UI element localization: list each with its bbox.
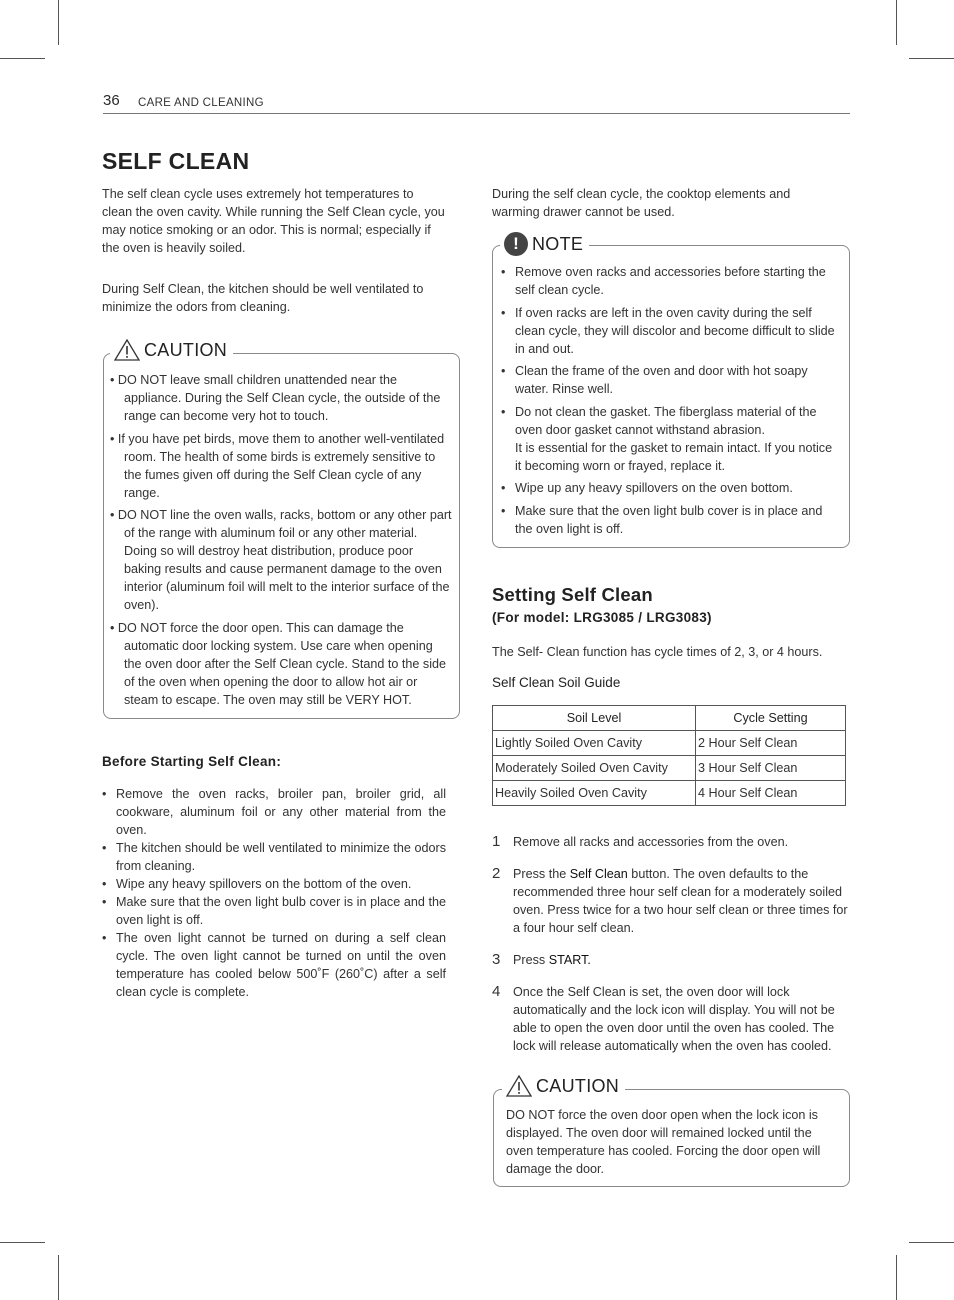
crop-mark <box>58 0 59 45</box>
table-cell: 4 Hour Self Clean <box>696 781 846 806</box>
list-item <box>501 403 838 475</box>
steps-list <box>492 833 852 1069</box>
table-row <box>493 781 846 806</box>
intro-paragraph-1: The self clean cycle uses extremely hot temperatures to clean the oven cavity. While running the Self Clean cycle, you may notice smoking or an odor. This is normal; especially if the oven is heavily soiled. <box>102 187 445 255</box>
list-item: • The oven light cannot be turned on during a self clean cycle. The oven light cannot be turned on until the oven temperature has cooled below 500˚F (260˚C) after a self clean cycle is complete. <box>102 929 446 1001</box>
list-item: • Clean the frame of the oven and door with hot soapy water. Rinse well. <box>501 362 838 398</box>
note-gasket-text: Do not clean the gasket. The fiberglass material of the oven door gasket cannot withstand abrasion. <box>515 404 817 437</box>
note-label <box>500 232 589 256</box>
step-text-pre: Press the <box>513 867 570 881</box>
before-starting-heading: Before Starting Self Clean: <box>102 754 282 769</box>
start-button-name: START. <box>548 953 591 967</box>
step-number: 1 <box>492 833 501 850</box>
caution-title-2: CAUTION <box>536 1075 620 1096</box>
list-item: • If oven racks are left in the oven cavity during the self clean cycle, they will discolor and become difficult to slide in and out. <box>501 304 838 358</box>
crop-mark <box>0 1242 45 1243</box>
intro-paragraph-2: During Self Clean, the kitchen should be well ventilated to minimize the odors from cleaning. <box>102 282 424 314</box>
setting-self-clean-heading: Setting Self Clean <box>492 584 653 605</box>
column-header-cycle-setting: Cycle Setting <box>696 706 846 731</box>
step-text-post: button. The oven defaults to the recommended three hour self clean for a moderately soiled oven. Press twice for a two hour self clean or three times for a four hour self clean. <box>513 867 848 935</box>
header-divider <box>103 113 850 114</box>
step-item <box>492 951 852 969</box>
warning-triangle-icon <box>506 1075 532 1097</box>
table-cell: 3 Hour Self Clean <box>696 756 846 781</box>
cycle-times-text: The Self- Clean function has cycle times of 2, 3, or 4 hours. <box>492 645 823 659</box>
step-text-pre: Press <box>513 953 549 967</box>
step-text: Once the Self Clean is set, the oven door will lock automatically and the lock icon will display. You will not be able to open the oven door until the oven has cooled. The lock will release automatically when the oven has cooled. <box>513 985 835 1053</box>
model-subheading: (For model: LRG3085 / LRG3083) <box>492 610 712 625</box>
caution-item: • If you have pet birds, move them to another well-ventilated room. The health of some birds is extremely sensitive to the fumes given off during the Self Clean cycle of any range. <box>110 431 445 500</box>
step-number: 4 <box>492 983 501 1000</box>
crop-mark <box>0 58 45 59</box>
page-number: 36 <box>103 92 120 109</box>
step-item <box>492 833 852 851</box>
exclamation-icon: ! <box>504 232 528 256</box>
table-cell: Moderately Soiled Oven Cavity <box>493 756 696 781</box>
list-item: • Remove oven racks and accessories before starting the self clean cycle. <box>501 263 838 299</box>
step-text <box>513 951 591 969</box>
list-item: • Wipe any heavy spillovers on the bottom of the oven. <box>102 875 446 893</box>
caution-item: • DO NOT line the oven walls, racks, bottom or any other part of the range with aluminum foil or any other material. Doing so will destroy heat distribution, produce poor baking results and cause permanent damage to the oven interior (aluminum foil will melt to the interior surface of the oven). <box>110 508 452 612</box>
list-item: • The kitchen should be well ventilated to minimize the odors from cleaning. <box>102 839 446 875</box>
section-title: CARE AND CLEANING <box>138 97 264 109</box>
crop-mark <box>909 1242 954 1243</box>
note-list <box>501 263 838 542</box>
step-number: 3 <box>492 951 501 968</box>
step-text <box>513 865 852 937</box>
column-header-soil-level: Soil Level <box>493 706 696 731</box>
caution-list <box>110 371 452 713</box>
caution-item: • DO NOT leave small children unattended near the appliance. During the Self Clean cycle, the outside of the range can become very hot to touch. <box>110 373 441 423</box>
list-item: • Make sure that the oven light bulb cover is in place and the oven light is off. <box>501 502 838 538</box>
table-row <box>493 731 846 756</box>
table-cell: 2 Hour Self Clean <box>696 731 846 756</box>
table-header-row <box>493 706 846 731</box>
caution-label <box>110 339 233 361</box>
warning-triangle-icon <box>114 339 140 361</box>
crop-mark <box>58 1255 59 1300</box>
list-item: • Remove the oven racks, broiler pan, broiler grid, all cookware, aluminum foil or any other material from the oven. <box>102 785 446 839</box>
caution-title: CAUTION <box>144 339 228 360</box>
table-cell: Lightly Soiled Oven Cavity <box>493 731 696 756</box>
table-cell: Heavily Soiled Oven Cavity <box>493 781 696 806</box>
list-item: • Make sure that the oven light bulb cover is in place and the oven light is off. <box>102 893 446 929</box>
caution-label-2 <box>502 1075 625 1097</box>
step-number: 2 <box>492 865 501 882</box>
step-item <box>492 865 852 937</box>
crop-mark <box>896 0 897 45</box>
table-row <box>493 756 846 781</box>
right-intro-paragraph: During the self clean cycle, the cooktop elements and warming drawer cannot be used. <box>492 187 791 219</box>
note-gasket-extra: It is essential for the gasket to remain intact. If you notice it becoming worn or frayed, replace it. <box>515 440 833 473</box>
note-title: NOTE <box>532 233 584 254</box>
before-starting-list <box>102 785 446 1001</box>
list-item: • Wipe up any heavy spillovers on the oven bottom. <box>501 479 838 497</box>
step-text: Remove all racks and accessories from the oven. <box>513 835 789 849</box>
caution-text-2: DO NOT force the oven door open when the lock icon is displayed. The oven door will remained locked until the oven temperature has cooled. Forcing the door open will damage the door. <box>506 1108 821 1176</box>
soil-guide-title: Self Clean Soil Guide <box>492 675 621 690</box>
crop-mark <box>896 1255 897 1300</box>
self-clean-button-name: Self Clean <box>569 867 628 881</box>
soil-guide-table <box>492 705 846 806</box>
crop-mark <box>909 58 954 59</box>
page-title: SELF CLEAN <box>102 148 250 174</box>
step-item <box>492 983 852 1055</box>
caution-item: • DO NOT force the door open. This can damage the automatic door locking system. Use care when opening the oven door after the Self Clean cycle. Stand to the side of the oven when opening the door to allow hot air or steam to escape. The oven may still be VERY HOT. <box>110 620 447 707</box>
